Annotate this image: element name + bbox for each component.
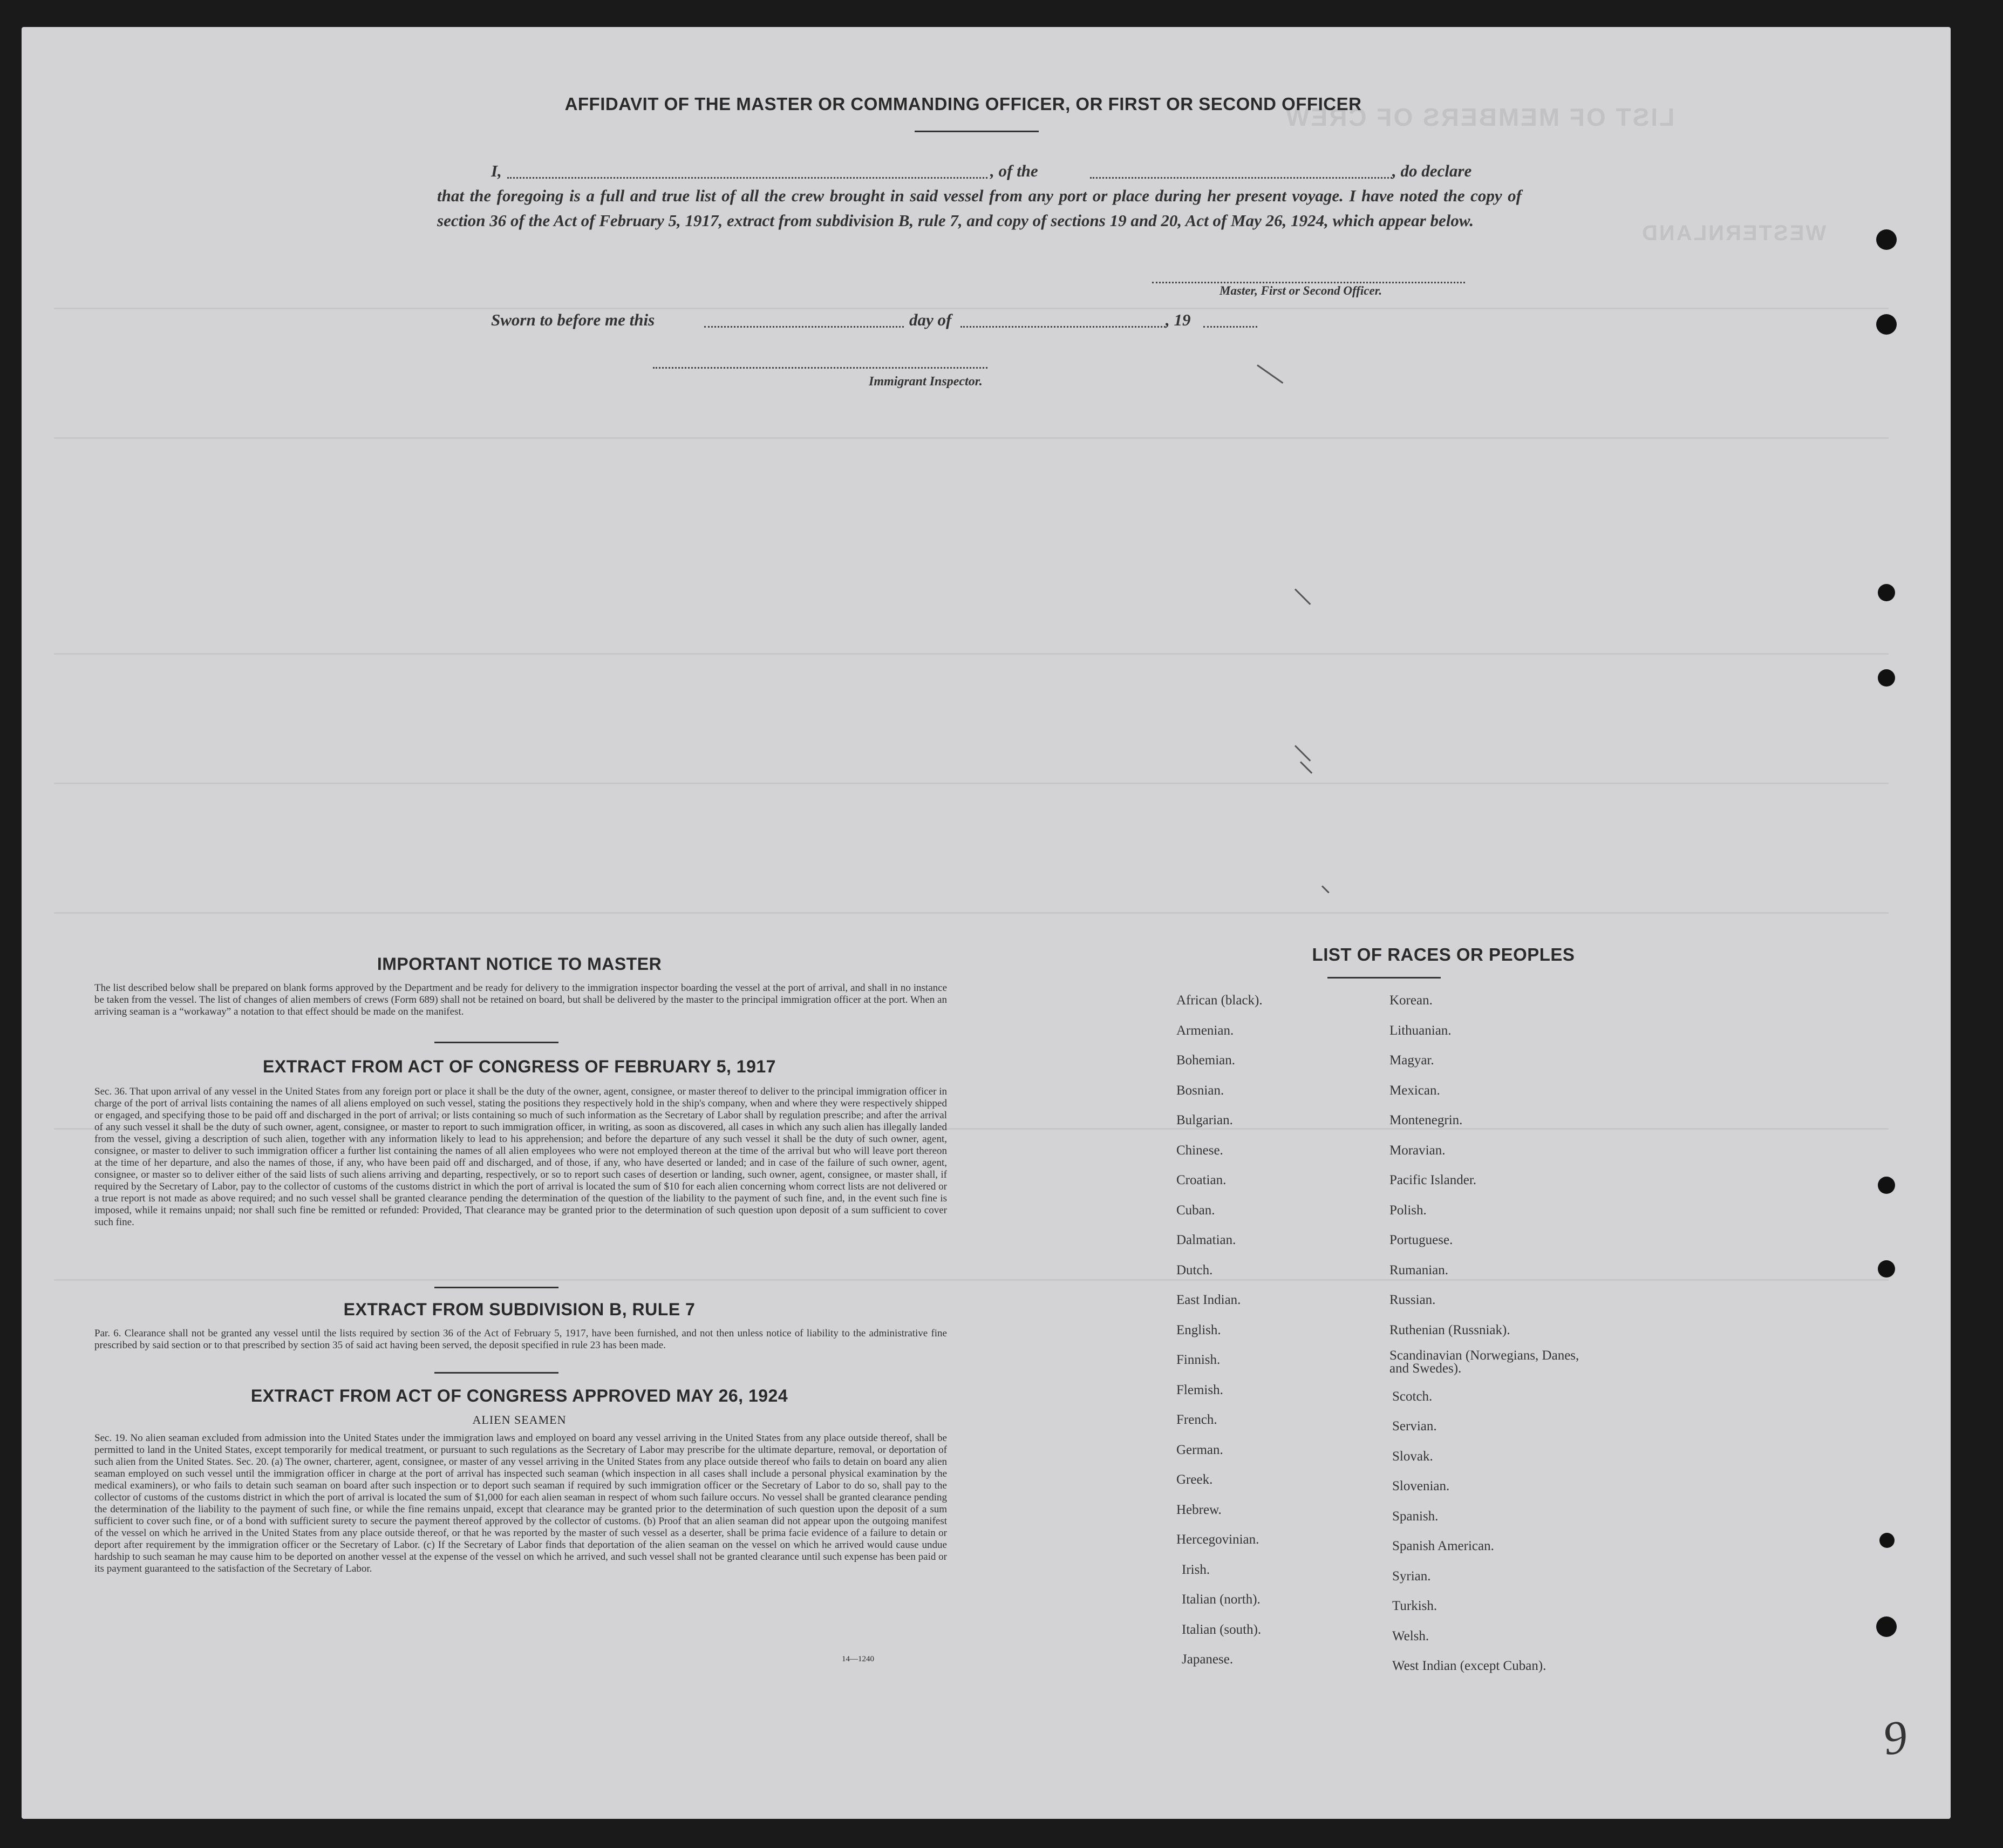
race-item: Japanese. <box>1182 1652 1234 1667</box>
sworn-day-field[interactable] <box>704 326 904 328</box>
vessel-field[interactable] <box>1090 177 1392 179</box>
extract-1924-subtitle: ALIEN SEAMEN <box>472 1413 567 1426</box>
pencil-mark <box>1295 588 1311 604</box>
race-item: Bohemian. <box>1176 1053 1236 1068</box>
race-item: English. <box>1176 1322 1221 1337</box>
master-label: Master, First or Second Officer. <box>1219 284 1382 297</box>
race-item: Spanish. <box>1392 1509 1439 1524</box>
punch-hole <box>1876 229 1897 250</box>
race-item: Welsh. <box>1392 1628 1429 1643</box>
race-item: Bulgarian. <box>1176 1113 1233 1127</box>
race-item: Montenegrin. <box>1389 1113 1463 1127</box>
reverse-bleed-vessel: WESTERNLAND <box>1640 221 1827 245</box>
punch-hole <box>1878 669 1895 687</box>
sworn-line <box>491 308 1300 332</box>
race-item: Scandinavian (Norwegians, Danes, and Swedes). <box>1389 1348 1579 1376</box>
notice-title: IMPORTANT NOTICE TO MASTER <box>377 954 662 974</box>
pencil-mark <box>1257 364 1283 384</box>
race-item: East Indian. <box>1176 1293 1241 1307</box>
race-item: French. <box>1176 1412 1217 1427</box>
race-item: West Indian (except Cuban). <box>1392 1659 1546 1673</box>
punch-hole <box>1878 1177 1895 1194</box>
punch-hole <box>1876 314 1897 335</box>
races-title: LIST OF RACES OR PEOPLES <box>1312 945 1575 964</box>
sworn-label: Sworn to before me this <box>491 310 655 329</box>
race-item: Korean. <box>1389 993 1433 1008</box>
year-label: , 19 <box>1166 310 1191 329</box>
race-item: Polish. <box>1389 1202 1427 1218</box>
day-of-label: day of <box>909 310 952 329</box>
affidavit-body: that the foregoing is a full and true list of all the crew brought in said vessel from any port or place during her present voyage. I have noted the copy of section 36 of the Act of February 5, 1917, extract from subdivision B, rule 7, and copy of sections 19 and 20, Act of May 26, 1924, which appear below. <box>437 186 1522 230</box>
notice-text: The list described below shall be prepared on blank forms approved by the Department and be ready for delivery to the immigration inspector boarding the vessel at the port of arrival, and shall in no instance be taken from the vessel. The list of changes of alien members of crews (Form 689) shall not be retained on board, but shall be delivered by the master to the principal immigration officer at the port. When an arriving seaman is a “workaway” a notation to that effect should be made on the manifest. <box>94 982 947 1017</box>
extract-1917-text: Sec. 36. That upon arrival of any vessel in the United States from any foreign port or place it shall be the duty of the owner, agent, consignee, or master thereof to deliver to the principal immigration officer in charge of the port of arrival lists containing the names of all aliens employed on such vessel, stating the positions they respectively hold in the ship's company, when and where they were respectively shipped or engaged, and specifying those to be paid off and discharged in the port of arrival; or lists containing so much of such information as the Secretary of Labor shall by regulation prescribe; and after the arrival of any such vessel it shall be the duty of such owner, agent, consignee, or master to report to such immigration officer, in writing, as soon as discovered, all cases in which any such alien has illegally landed from the vessel, giving a description of such alien, together with any information likely to lead to his apprehension; and before the departure of any such vessel it shall be the duty of such owner, agent, consignee, or master to deliver to such immigration officer a further list containing the names of all alien employees who were not employed thereon at the time of the arrival but who will leave port thereon at the time of her departure, and also the names of those, if any, who have been paid off and discharged, and of those, if any, who have deserted or landed; and in case of the failure of such owner, agent, consignee, or master so to deliver either of the said lists of such aliens arriving and departing, respectively, or so to report such cases of desertion or landing, such owner, agent, consignee, or master shall, if required by the Secretary of Labor, pay to the collector of customs of the customs district in which the port of arrival is located the sum of $10 for each alien concerning whom correct lists are not delivered or a true report is not made as above required; and no such vessel shall be granted clearance pending the determination of the question of the liability to the payment of such fine, and, in the event such fine is imposed, while it remains unpaid; nor shall such fine be remitted or refunded: Provided, That clearance may be granted prior to the determination of such question upon deposit of a sum sufficient to cover such fine. <box>94 1086 947 1228</box>
punch-hole <box>1876 1616 1897 1637</box>
race-item: Cuban. <box>1176 1202 1215 1218</box>
race-item: African (black). <box>1176 993 1263 1008</box>
race-item: Portuguese. <box>1389 1233 1453 1247</box>
race-item: Slovenian. <box>1392 1479 1450 1493</box>
race-item: Ruthenian (Russniak). <box>1389 1322 1510 1337</box>
race-item: Slovak. <box>1392 1449 1433 1464</box>
handwritten-page-number: 9 <box>1879 1710 1911 1766</box>
race-item: Finnish. <box>1176 1353 1221 1367</box>
race-item: Pacific Islander. <box>1389 1173 1477 1187</box>
race-item: Lithuanian. <box>1389 1023 1452 1038</box>
race-item: Mexican. <box>1389 1083 1440 1098</box>
race-item: Armenian. <box>1176 1023 1234 1038</box>
pencil-mark <box>1321 885 1330 893</box>
race-item: Dutch. <box>1176 1262 1213 1278</box>
race-item: German. <box>1176 1442 1223 1457</box>
race-item: Rumanian. <box>1389 1262 1449 1278</box>
race-item: Russian. <box>1389 1293 1436 1307</box>
section-divider <box>434 1287 558 1288</box>
extract-1924-title: EXTRACT FROM ACT OF CONGRESS APPROVED MAY 26, 1924 <box>250 1386 788 1405</box>
race-item: Croatian. <box>1176 1173 1227 1187</box>
race-item: Hercegovinian. <box>1176 1532 1259 1547</box>
race-item: Greek. <box>1176 1472 1213 1487</box>
race-item: Turkish. <box>1392 1599 1437 1613</box>
race-item: Italian (south). <box>1182 1622 1262 1637</box>
extract-1917-title: EXTRACT FROM ACT OF CONGRESS OF FEBRUARY 5, 1917 <box>263 1057 776 1076</box>
affidavit-declare: , do declare <box>1392 161 1472 180</box>
form-number: 14—1240 <box>842 1655 874 1663</box>
reverse-bleed-line <box>54 1279 1889 1281</box>
race-item: Scotch. <box>1392 1389 1433 1404</box>
extract-1924-text: Sec. 19. No alien seaman excluded from admission into the United States under the immigration laws and employed on board any vessel arriving in the United States from any place outside thereof, shall be permitted to land in the United States, except temporarily for medical treatment, or pursuant to such regulations as the Secretary of Labor may prescribe for the ultimate departure, removal, or deportation of such alien from the United States. Sec. 20. (a) The owner, charterer, agent, consignee, or master of any vessel arriving in the United States from any place outside thereof who fails to detain on board any alien seaman employed on such vessel until the immigration officer in charge at the port of arrival has inspected such seaman (which inspection in all cases shall include a personal physical examination by the medical examiners), or who fails to detain such seaman on board after such inspection or to deport such seaman if required by such immigration officer or the Secretary of Labor to do so, shall pay to the collector of customs of the customs district in which the port of arrival is located the sum of $1,000 for each alien seaman in respect of whom such failure occurs. No vessel shall be granted clearance pending the determination of the liability to the payment of such fine, or while the fine remains unpaid, except that clearance may be granted prior to the determination of such question upon the deposit of a sum sufficient to cover such fine, or of a bond with sufficient surety to secure the payment thereof approved by the collector of customs. (b) Proof that an alien seaman did not appear upon the outgoing manifest of the vessel on which he arrived in the United States from any place outside thereof, or that he was reported by the master of such vessel as a deserter, shall be prima facie evidence of a failure to detain or deport after requirement by the immigration officer or the Secretary of Labor. (c) If the Secretary of Labor finds that deportation of the alien seaman on the vessel on which he arrived would cause undue hardship to such seaman he may cause him to be deported on another vessel at the expense of the vessel on which he arrived, and such vessel shall not be granted clearance until such expense has been paid or its payment guaranteed to the satisfaction of the Secretary of Labor. <box>94 1432 947 1574</box>
section-divider <box>434 1372 558 1374</box>
race-item: Magyar. <box>1389 1053 1434 1068</box>
reverse-bleed-line <box>54 783 1889 784</box>
race-item: Dalmatian. <box>1176 1233 1236 1247</box>
extract-rule7-text: Par. 6. Clearance shall not be granted any vessel until the lists required by section 36 of the Act of February 5, 1917, have been furnished, and not then unless notice of liability to the administrative fine prescribed by said section or to that prescribed by section 35 of said act having been served, the deposit specified in rule 23 has been made. <box>94 1328 947 1351</box>
affidavit-line-1 <box>491 159 1522 184</box>
punch-hole <box>1879 1533 1895 1548</box>
pencil-mark <box>1295 745 1311 761</box>
affidavit-i: I, <box>491 161 502 180</box>
name-field[interactable] <box>507 177 987 179</box>
race-item: Hebrew. <box>1176 1502 1222 1517</box>
punch-hole <box>1878 584 1895 601</box>
inspector-label: Immigrant Inspector. <box>869 375 983 389</box>
reverse-bleed-line <box>54 653 1889 655</box>
race-item: Italian (north). <box>1182 1592 1261 1607</box>
document-page <box>22 27 1951 1819</box>
race-item: Syrian. <box>1392 1568 1431 1584</box>
race-item: Chinese. <box>1176 1143 1223 1158</box>
race-item: Spanish American. <box>1392 1539 1494 1553</box>
races-underline <box>1327 977 1441 979</box>
race-item: Bosnian. <box>1176 1083 1224 1098</box>
affidavit-title: AFFIDAVIT OF THE MASTER OR COMMANDING OFFICER, OR FIRST OR SECOND OFFICER <box>564 94 1362 114</box>
section-divider <box>434 1042 558 1043</box>
race-item: Flemish. <box>1176 1382 1223 1397</box>
extract-rule7-title: EXTRACT FROM SUBDIVISION B, RULE 7 <box>343 1300 696 1319</box>
reverse-bleed-line <box>54 437 1889 439</box>
reverse-bleed-line <box>54 912 1889 914</box>
sworn-year-field[interactable] <box>1203 326 1257 328</box>
inspector-signature-field[interactable] <box>653 367 987 369</box>
pencil-mark <box>1300 761 1312 773</box>
race-item: Irish. <box>1182 1562 1210 1577</box>
sworn-month-field[interactable] <box>960 326 1166 328</box>
affidavit-of-the: , of the <box>990 161 1038 180</box>
race-item: Servian. <box>1392 1419 1437 1433</box>
title-underline <box>915 131 1039 132</box>
reverse-bleed-heading: LIST OF MEMBERS OF CREW <box>1284 103 1675 131</box>
punch-hole <box>1878 1260 1895 1278</box>
race-item: Moravian. <box>1389 1143 1446 1158</box>
